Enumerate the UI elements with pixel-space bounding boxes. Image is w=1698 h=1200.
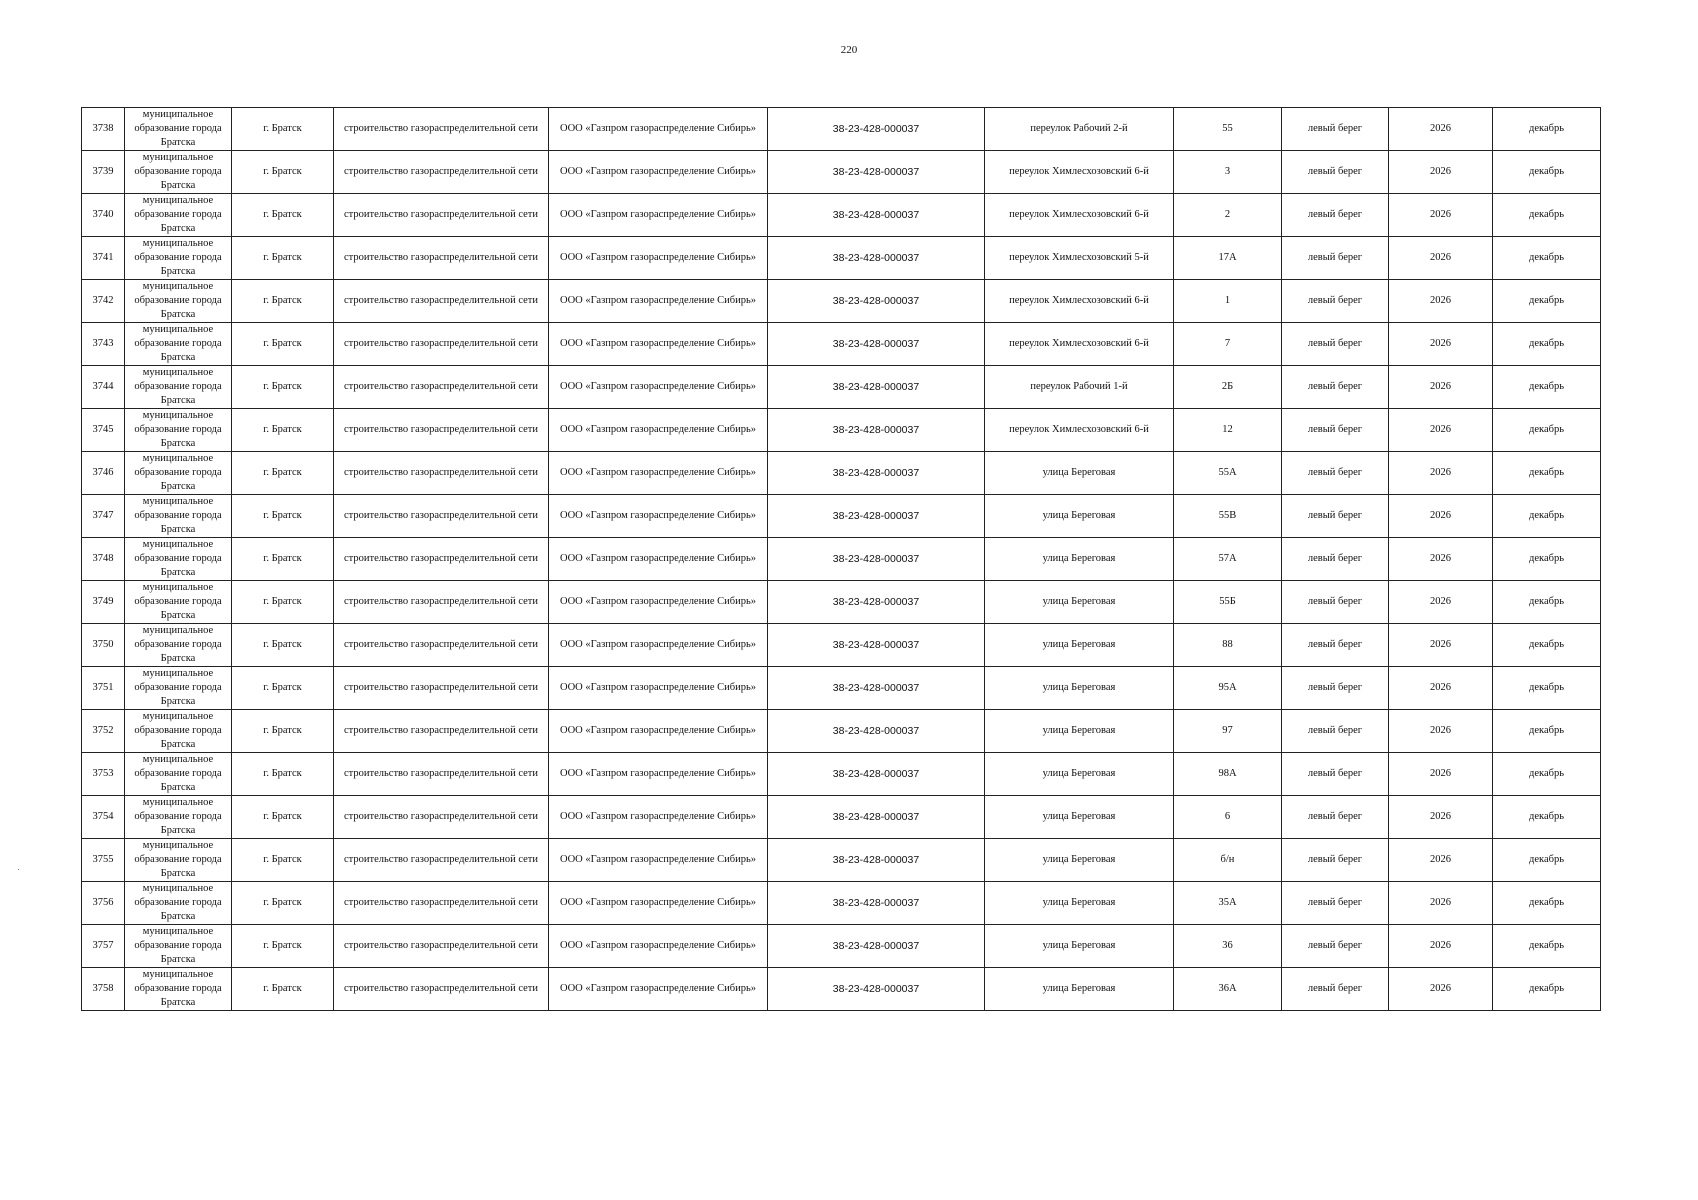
bank-cell: левый берег [1282, 882, 1389, 925]
city-cell: г. Братск [232, 495, 334, 538]
organization-cell: ООО «Газпром газораспределение Сибирь» [549, 237, 768, 280]
table-row [82, 495, 1601, 538]
year-cell: 2026 [1389, 839, 1493, 882]
city-cell: г. Братск [232, 710, 334, 753]
table-row [82, 925, 1601, 968]
month-cell: декабрь [1493, 495, 1601, 538]
municipality-cell: муниципальное образование города Братска [125, 839, 232, 882]
organization-cell: ООО «Газпром газораспределение Сибирь» [549, 968, 768, 1011]
month-cell: декабрь [1493, 323, 1601, 366]
bank-cell: левый берег [1282, 667, 1389, 710]
activity-cell: строительство газораспределительной сети [334, 882, 549, 925]
bank-cell: левый берег [1282, 968, 1389, 1011]
code-cell: 38-23-428-000037 [768, 710, 985, 753]
house-number-cell: 55Б [1174, 581, 1282, 624]
scan-mark [18, 869, 19, 870]
municipality-cell: муниципальное образование города Братска [125, 667, 232, 710]
city-cell: г. Братск [232, 323, 334, 366]
row-number: 3741 [82, 237, 125, 280]
code-cell: 38-23-428-000037 [768, 366, 985, 409]
street-cell: улица Береговая [985, 538, 1174, 581]
table-row [82, 581, 1601, 624]
bank-cell: левый берег [1282, 452, 1389, 495]
house-number-cell: 55 [1174, 108, 1282, 151]
street-cell: улица Береговая [985, 796, 1174, 839]
table-row [82, 323, 1601, 366]
month-cell: декабрь [1493, 839, 1601, 882]
street-cell: переулок Рабочий 2-й [985, 108, 1174, 151]
house-number-cell: 36А [1174, 968, 1282, 1011]
row-number: 3748 [82, 538, 125, 581]
code-cell: 38-23-428-000037 [768, 108, 985, 151]
row-number: 3747 [82, 495, 125, 538]
municipality-cell: муниципальное образование города Братска [125, 624, 232, 667]
row-number: 3739 [82, 151, 125, 194]
activity-cell: строительство газораспределительной сети [334, 495, 549, 538]
bank-cell: левый берег [1282, 710, 1389, 753]
row-number: 3754 [82, 796, 125, 839]
house-number-cell: 7 [1174, 323, 1282, 366]
table-row [82, 280, 1601, 323]
row-number: 3755 [82, 839, 125, 882]
house-number-cell: 2Б [1174, 366, 1282, 409]
year-cell: 2026 [1389, 323, 1493, 366]
bank-cell: левый берег [1282, 280, 1389, 323]
year-cell: 2026 [1389, 882, 1493, 925]
street-cell: улица Береговая [985, 753, 1174, 796]
bank-cell: левый берег [1282, 151, 1389, 194]
municipality-cell: муниципальное образование города Братска [125, 796, 232, 839]
city-cell: г. Братск [232, 409, 334, 452]
code-cell: 38-23-428-000037 [768, 237, 985, 280]
street-cell: переулок Рабочий 1-й [985, 366, 1174, 409]
month-cell: декабрь [1493, 151, 1601, 194]
year-cell: 2026 [1389, 495, 1493, 538]
activity-cell: строительство газораспределительной сети [334, 194, 549, 237]
house-number-cell: 88 [1174, 624, 1282, 667]
street-cell: переулок Химлесхозовский 6-й [985, 151, 1174, 194]
house-number-cell: 6 [1174, 796, 1282, 839]
row-number: 3756 [82, 882, 125, 925]
month-cell: декабрь [1493, 753, 1601, 796]
house-number-cell: 35А [1174, 882, 1282, 925]
city-cell: г. Братск [232, 667, 334, 710]
bank-cell: левый берег [1282, 839, 1389, 882]
bank-cell: левый берег [1282, 495, 1389, 538]
year-cell: 2026 [1389, 753, 1493, 796]
house-number-cell: 3 [1174, 151, 1282, 194]
month-cell: декабрь [1493, 968, 1601, 1011]
code-cell: 38-23-428-000037 [768, 409, 985, 452]
year-cell: 2026 [1389, 237, 1493, 280]
code-cell: 38-23-428-000037 [768, 796, 985, 839]
street-cell: переулок Химлесхозовский 5-й [985, 237, 1174, 280]
bank-cell: левый берег [1282, 194, 1389, 237]
house-number-cell: 36 [1174, 925, 1282, 968]
table-row [82, 237, 1601, 280]
city-cell: г. Братск [232, 151, 334, 194]
house-number-cell: 97 [1174, 710, 1282, 753]
bank-cell: левый берег [1282, 237, 1389, 280]
organization-cell: ООО «Газпром газораспределение Сибирь» [549, 452, 768, 495]
municipality-cell: муниципальное образование города Братска [125, 925, 232, 968]
table-row [82, 667, 1601, 710]
row-number: 3751 [82, 667, 125, 710]
code-cell: 38-23-428-000037 [768, 151, 985, 194]
street-cell: переулок Химлесхозовский 6-й [985, 194, 1174, 237]
row-number: 3750 [82, 624, 125, 667]
street-cell: переулок Химлесхозовский 6-й [985, 280, 1174, 323]
row-number: 3753 [82, 753, 125, 796]
bank-cell: левый берег [1282, 366, 1389, 409]
code-cell: 38-23-428-000037 [768, 624, 985, 667]
code-cell: 38-23-428-000037 [768, 452, 985, 495]
code-cell: 38-23-428-000037 [768, 925, 985, 968]
month-cell: декабрь [1493, 452, 1601, 495]
municipality-cell: муниципальное образование города Братска [125, 108, 232, 151]
organization-cell: ООО «Газпром газораспределение Сибирь» [549, 581, 768, 624]
street-cell: улица Береговая [985, 882, 1174, 925]
month-cell: декабрь [1493, 667, 1601, 710]
street-cell: улица Береговая [985, 452, 1174, 495]
municipality-cell: муниципальное образование города Братска [125, 237, 232, 280]
municipality-cell: муниципальное образование города Братска [125, 538, 232, 581]
city-cell: г. Братск [232, 194, 334, 237]
organization-cell: ООО «Газпром газораспределение Сибирь» [549, 538, 768, 581]
street-cell: улица Береговая [985, 968, 1174, 1011]
city-cell: г. Братск [232, 108, 334, 151]
bank-cell: левый берег [1282, 581, 1389, 624]
house-number-cell: 55А [1174, 452, 1282, 495]
house-number-cell: б/н [1174, 839, 1282, 882]
city-cell: г. Братск [232, 796, 334, 839]
table-row [82, 151, 1601, 194]
street-cell: улица Береговая [985, 710, 1174, 753]
year-cell: 2026 [1389, 925, 1493, 968]
activity-cell: строительство газораспределительной сети [334, 753, 549, 796]
organization-cell: ООО «Газпром газораспределение Сибирь» [549, 194, 768, 237]
activity-cell: строительство газораспределительной сети [334, 839, 549, 882]
code-cell: 38-23-428-000037 [768, 280, 985, 323]
table-row [82, 839, 1601, 882]
year-cell: 2026 [1389, 710, 1493, 753]
table-row [82, 753, 1601, 796]
activity-cell: строительство газораспределительной сети [334, 710, 549, 753]
city-cell: г. Братск [232, 452, 334, 495]
organization-cell: ООО «Газпром газораспределение Сибирь» [549, 366, 768, 409]
street-cell: улица Береговая [985, 925, 1174, 968]
table-row [82, 108, 1601, 151]
activity-cell: строительство газораспределительной сети [334, 581, 549, 624]
year-cell: 2026 [1389, 108, 1493, 151]
bank-cell: левый берег [1282, 753, 1389, 796]
year-cell: 2026 [1389, 452, 1493, 495]
row-number: 3742 [82, 280, 125, 323]
year-cell: 2026 [1389, 581, 1493, 624]
municipality-cell: муниципальное образование города Братска [125, 280, 232, 323]
table-row [82, 538, 1601, 581]
street-cell: переулок Химлесхозовский 6-й [985, 323, 1174, 366]
month-cell: декабрь [1493, 194, 1601, 237]
code-cell: 38-23-428-000037 [768, 753, 985, 796]
bank-cell: левый берег [1282, 925, 1389, 968]
city-cell: г. Братск [232, 968, 334, 1011]
activity-cell: строительство газораспределительной сети [334, 624, 549, 667]
municipality-cell: муниципальное образование города Братска [125, 409, 232, 452]
activity-cell: строительство газораспределительной сети [334, 409, 549, 452]
activity-cell: строительство газораспределительной сети [334, 796, 549, 839]
row-number: 3738 [82, 108, 125, 151]
row-number: 3744 [82, 366, 125, 409]
organization-cell: ООО «Газпром газораспределение Сибирь» [549, 667, 768, 710]
organization-cell: ООО «Газпром газораспределение Сибирь» [549, 323, 768, 366]
street-cell: улица Береговая [985, 495, 1174, 538]
organization-cell: ООО «Газпром газораспределение Сибирь» [549, 280, 768, 323]
activity-cell: строительство газораспределительной сети [334, 280, 549, 323]
municipality-cell: муниципальное образование города Братска [125, 366, 232, 409]
organization-cell: ООО «Газпром газораспределение Сибирь» [549, 882, 768, 925]
row-number: 3745 [82, 409, 125, 452]
bank-cell: левый берег [1282, 624, 1389, 667]
activity-cell: строительство газораспределительной сети [334, 968, 549, 1011]
code-cell: 38-23-428-000037 [768, 495, 985, 538]
year-cell: 2026 [1389, 796, 1493, 839]
activity-cell: строительство газораспределительной сети [334, 151, 549, 194]
organization-cell: ООО «Газпром газораспределение Сибирь» [549, 409, 768, 452]
table-row [82, 366, 1601, 409]
organization-cell: ООО «Газпром газораспределение Сибирь» [549, 710, 768, 753]
activity-cell: строительство газораспределительной сети [334, 237, 549, 280]
city-cell: г. Братск [232, 581, 334, 624]
month-cell: декабрь [1493, 882, 1601, 925]
municipality-cell: муниципальное образование города Братска [125, 151, 232, 194]
month-cell: декабрь [1493, 581, 1601, 624]
row-number: 3743 [82, 323, 125, 366]
city-cell: г. Братск [232, 624, 334, 667]
row-number: 3757 [82, 925, 125, 968]
house-number-cell: 1 [1174, 280, 1282, 323]
year-cell: 2026 [1389, 409, 1493, 452]
month-cell: декабрь [1493, 925, 1601, 968]
municipality-cell: муниципальное образование города Братска [125, 323, 232, 366]
month-cell: декабрь [1493, 409, 1601, 452]
house-number-cell: 2 [1174, 194, 1282, 237]
row-number: 3758 [82, 968, 125, 1011]
year-cell: 2026 [1389, 968, 1493, 1011]
organization-cell: ООО «Газпром газораспределение Сибирь» [549, 796, 768, 839]
month-cell: декабрь [1493, 710, 1601, 753]
row-number: 3752 [82, 710, 125, 753]
bank-cell: левый берег [1282, 409, 1389, 452]
activity-cell: строительство газораспределительной сети [334, 108, 549, 151]
activity-cell: строительство газораспределительной сети [334, 925, 549, 968]
municipality-cell: муниципальное образование города Братска [125, 194, 232, 237]
municipality-cell: муниципальное образование города Братска [125, 753, 232, 796]
city-cell: г. Братск [232, 753, 334, 796]
organization-cell: ООО «Газпром газораспределение Сибирь» [549, 151, 768, 194]
table-row [82, 796, 1601, 839]
activity-cell: строительство газораспределительной сети [334, 667, 549, 710]
city-cell: г. Братск [232, 366, 334, 409]
bank-cell: левый берег [1282, 108, 1389, 151]
street-cell: улица Береговая [985, 624, 1174, 667]
activity-cell: строительство газораспределительной сети [334, 452, 549, 495]
municipality-cell: муниципальное образование города Братска [125, 882, 232, 925]
month-cell: декабрь [1493, 538, 1601, 581]
street-cell: переулок Химлесхозовский 6-й [985, 409, 1174, 452]
code-cell: 38-23-428-000037 [768, 538, 985, 581]
bank-cell: левый берег [1282, 538, 1389, 581]
code-cell: 38-23-428-000037 [768, 581, 985, 624]
activity-cell: строительство газораспределительной сети [334, 366, 549, 409]
house-number-cell: 98А [1174, 753, 1282, 796]
street-cell: улица Береговая [985, 839, 1174, 882]
municipality-cell: муниципальное образование города Братска [125, 452, 232, 495]
city-cell: г. Братск [232, 237, 334, 280]
month-cell: декабрь [1493, 624, 1601, 667]
code-cell: 38-23-428-000037 [768, 194, 985, 237]
municipality-cell: муниципальное образование города Братска [125, 968, 232, 1011]
year-cell: 2026 [1389, 538, 1493, 581]
year-cell: 2026 [1389, 151, 1493, 194]
organization-cell: ООО «Газпром газораспределение Сибирь» [549, 839, 768, 882]
bank-cell: левый берег [1282, 796, 1389, 839]
organization-cell: ООО «Газпром газораспределение Сибирь» [549, 624, 768, 667]
year-cell: 2026 [1389, 366, 1493, 409]
city-cell: г. Братск [232, 280, 334, 323]
organization-cell: ООО «Газпром газораспределение Сибирь» [549, 108, 768, 151]
page-number: 220 [840, 44, 858, 56]
organization-cell: ООО «Газпром газораспределение Сибирь» [549, 753, 768, 796]
organization-cell: ООО «Газпром газораспределение Сибирь» [549, 495, 768, 538]
code-cell: 38-23-428-000037 [768, 667, 985, 710]
city-cell: г. Братск [232, 882, 334, 925]
municipality-cell: муниципальное образование города Братска [125, 710, 232, 753]
code-cell: 38-23-428-000037 [768, 323, 985, 366]
house-number-cell: 17А [1174, 237, 1282, 280]
municipality-cell: муниципальное образование города Братска [125, 495, 232, 538]
row-number: 3746 [82, 452, 125, 495]
house-number-cell: 12 [1174, 409, 1282, 452]
code-cell: 38-23-428-000037 [768, 882, 985, 925]
month-cell: декабрь [1493, 108, 1601, 151]
month-cell: декабрь [1493, 280, 1601, 323]
table-body [82, 108, 1601, 1011]
table-row [82, 452, 1601, 495]
city-cell: г. Братск [232, 839, 334, 882]
table-row [82, 624, 1601, 667]
city-cell: г. Братск [232, 925, 334, 968]
street-cell: улица Береговая [985, 667, 1174, 710]
organization-cell: ООО «Газпром газораспределение Сибирь» [549, 925, 768, 968]
row-number: 3749 [82, 581, 125, 624]
table-row [82, 710, 1601, 753]
row-number: 3740 [82, 194, 125, 237]
house-number-cell: 95А [1174, 667, 1282, 710]
table-row [82, 194, 1601, 237]
month-cell: декабрь [1493, 237, 1601, 280]
house-number-cell: 55В [1174, 495, 1282, 538]
bank-cell: левый берег [1282, 323, 1389, 366]
activity-cell: строительство газораспределительной сети [334, 538, 549, 581]
city-cell: г. Братск [232, 538, 334, 581]
table-row [82, 968, 1601, 1011]
year-cell: 2026 [1389, 280, 1493, 323]
house-number-cell: 57А [1174, 538, 1282, 581]
code-cell: 38-23-428-000037 [768, 968, 985, 1011]
month-cell: декабрь [1493, 366, 1601, 409]
table-row [82, 882, 1601, 925]
year-cell: 2026 [1389, 194, 1493, 237]
year-cell: 2026 [1389, 624, 1493, 667]
registry-table [81, 107, 1601, 1011]
year-cell: 2026 [1389, 667, 1493, 710]
month-cell: декабрь [1493, 796, 1601, 839]
street-cell: улица Береговая [985, 581, 1174, 624]
table-row [82, 409, 1601, 452]
code-cell: 38-23-428-000037 [768, 839, 985, 882]
municipality-cell: муниципальное образование города Братска [125, 581, 232, 624]
activity-cell: строительство газораспределительной сети [334, 323, 549, 366]
